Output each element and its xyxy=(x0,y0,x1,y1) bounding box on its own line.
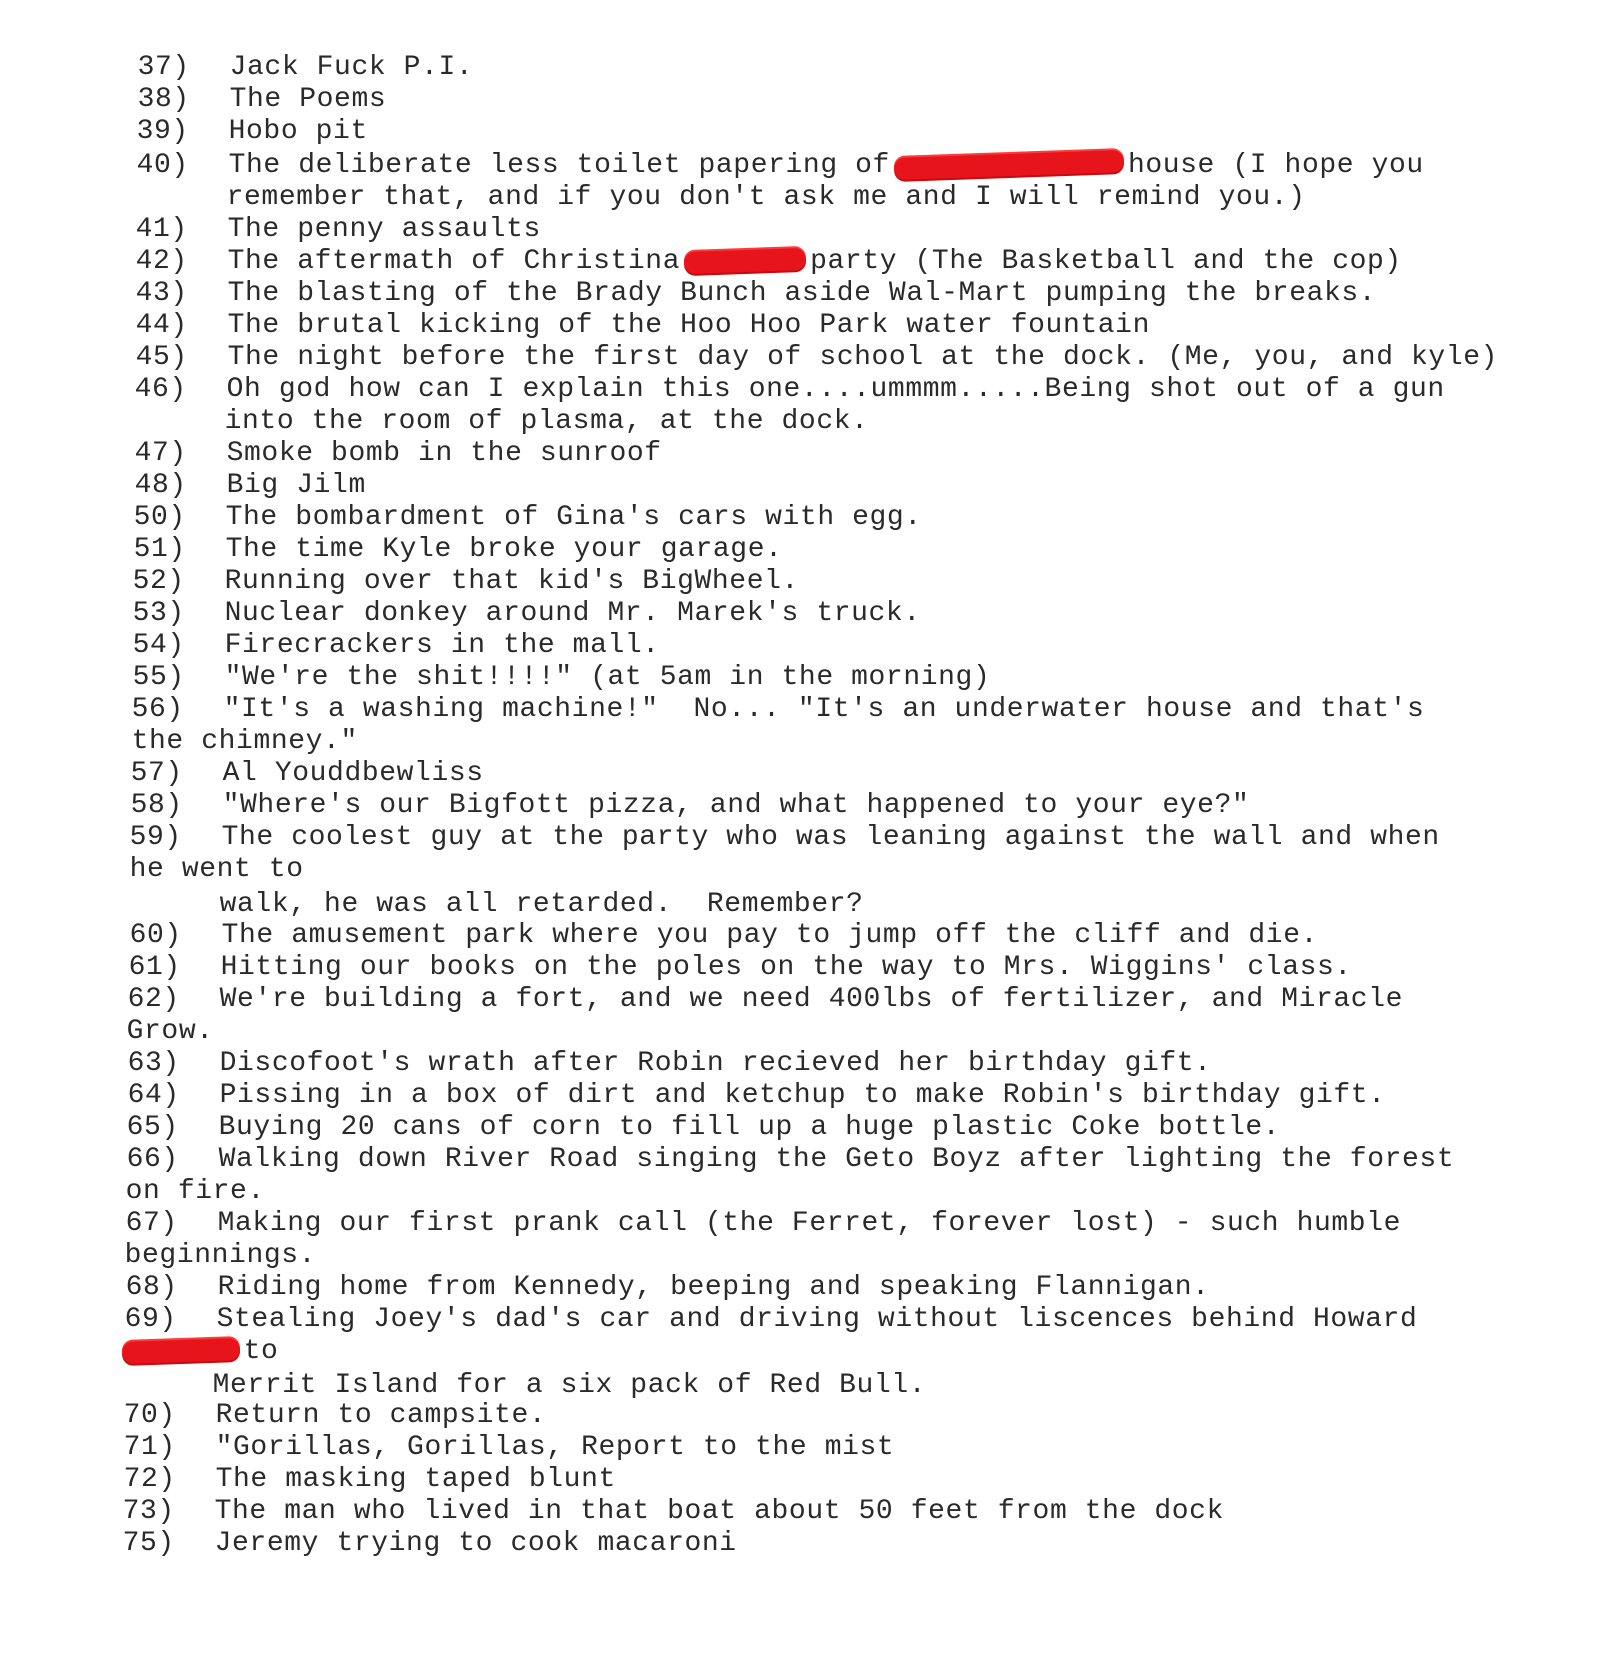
item-text: "Gorillas, Gorillas, Report to the mist xyxy=(215,1432,895,1463)
list-item xyxy=(53,1496,737,1592)
item-number: 41) xyxy=(135,214,188,245)
item-number: 53) xyxy=(132,598,185,629)
item-text: We're building a fort, and we need 400lbs of fertilizer, and Miracle xyxy=(219,984,1404,1015)
item-text: Running over that kid's BigWheel. xyxy=(224,566,799,597)
item-text: The penny assaults xyxy=(227,214,541,245)
item-text: The bombardment of Gina's cars with egg. xyxy=(225,502,922,533)
item-text: remember that, and if you don't ask me and I will remind you.) xyxy=(226,182,1306,213)
item-number: 67) xyxy=(125,1208,178,1239)
item-number: 71) xyxy=(123,1432,176,1463)
item-text: he went to xyxy=(129,854,304,885)
item-text: The Poems xyxy=(229,84,387,115)
item-number: 61) xyxy=(128,952,181,983)
item-text: Return to campsite. xyxy=(215,1400,547,1431)
item-text: Buying 20 cans of corn to fill up a huge plastic Coke bottle. xyxy=(218,1112,1281,1143)
item-number: 72) xyxy=(123,1464,176,1495)
item-number: 60) xyxy=(129,920,182,951)
item-text: The night before the first day of school at the dock. (Me, you, and kyle) xyxy=(227,342,1499,373)
item-number: 44) xyxy=(135,310,188,341)
item-number: 40) xyxy=(136,150,189,181)
item-text: The blasting of the Brady Bunch aside Wal-Mart pumping the breaks. xyxy=(227,278,1377,309)
item-text: Hitting our books on the poles on the way to Mrs. Wiggins' class. xyxy=(220,952,1352,983)
item-text: beginnings. xyxy=(124,1240,317,1271)
item-number: 43) xyxy=(135,278,188,309)
item-text: The coolest guy at the party who was leaning against the wall and when xyxy=(221,822,1440,853)
item-number: 39) xyxy=(136,116,189,147)
item-number: 48) xyxy=(134,470,187,501)
item-number: 62) xyxy=(127,984,180,1015)
item-number: 64) xyxy=(127,1080,180,1111)
item-text: The aftermath of Christina xyxy=(227,246,681,277)
item-text: Big Jilm xyxy=(226,470,366,501)
item-number: 47) xyxy=(134,438,187,469)
item-text: The time Kyle broke your garage. xyxy=(225,534,783,565)
item-text: The man who lived in that boat about 50 feet from the dock xyxy=(214,1496,1224,1527)
item-text: Nuclear donkey around Mr. Marek's truck. xyxy=(224,598,921,629)
item-number: 42) xyxy=(135,246,188,277)
item-text: Riding home from Kennedy, beeping and speaking Flannigan. xyxy=(217,1272,1210,1303)
item-text: The masking taped blunt xyxy=(215,1464,616,1495)
item-text: Making our first prank call (the Ferret, forever lost) - such humble xyxy=(217,1208,1402,1239)
item-text: Hobo pit xyxy=(228,116,368,147)
item-text: Walking down River Road singing the Geto Boyz after lighting the forest xyxy=(218,1144,1455,1175)
item-number: 37) xyxy=(137,52,190,83)
item-text: The amusement park where you pay to jump off the cliff and die. xyxy=(221,920,1318,951)
item-text: Jack Fuck P.I. xyxy=(229,52,474,83)
item-number: 38) xyxy=(137,84,190,115)
item-text: Smoke bomb in the sunroof xyxy=(226,438,662,469)
item-text: Discofoot's wrath after Robin recieved her birthday gift. xyxy=(219,1048,1212,1079)
item-number: 51) xyxy=(133,534,186,565)
item-number: 45) xyxy=(135,342,188,373)
item-text: walk, he was all retarded. Remember? xyxy=(219,889,864,920)
item-text: "Where's our Bigfott pizza, and what happened to your eye?" xyxy=(222,790,1250,821)
item-text: "We're the shit!!!!" (at 5am in the morning) xyxy=(224,662,991,693)
item-text-continued: house (I hope you xyxy=(1127,150,1424,181)
item-text: to xyxy=(243,1336,279,1367)
item-text: into the room of plasma, at the dock. xyxy=(224,406,869,437)
item-number: 52) xyxy=(132,566,185,597)
item-text: Merrit Island for a six pack of Red Bull. xyxy=(212,1370,927,1401)
item-text: Al Youddbewliss xyxy=(222,758,484,789)
item-number: 75) xyxy=(122,1528,175,1559)
item-text: The brutal kicking of the Hoo Hoo Park water fountain xyxy=(227,310,1150,341)
item-number: 65) xyxy=(126,1112,179,1143)
item-number: 73) xyxy=(122,1496,175,1527)
item-number: 54) xyxy=(132,630,185,661)
item-number: 46) xyxy=(134,374,187,405)
item-number: 66) xyxy=(126,1144,179,1175)
item-text: The deliberate less toilet papering of xyxy=(228,150,890,181)
item-text: Pissing in a box of dirt and ketchup to make Robin's birthday gift. xyxy=(219,1080,1386,1111)
item-text: the chimney." xyxy=(131,726,358,757)
item-text: Jeremy trying to cook macaroni xyxy=(214,1528,737,1559)
item-number: 69) xyxy=(124,1304,177,1335)
item-text: Oh god how can I explain this one....ummmm.....Being shot out of a gun xyxy=(226,374,1445,405)
item-text: on fire. xyxy=(125,1176,265,1207)
item-text: Firecrackers in the mall. xyxy=(224,630,660,661)
item-number: 50) xyxy=(133,502,186,533)
item-text: "It's a washing machine!" No... "It's an underwater house and that's xyxy=(223,694,1425,725)
item-number: 57) xyxy=(130,758,183,789)
item-number: 58) xyxy=(130,790,183,821)
item-text-continued: party (The Basketball and the cop) xyxy=(810,246,1402,277)
item-number: 56) xyxy=(131,694,184,725)
item-number: 70) xyxy=(123,1400,176,1431)
item-number: 68) xyxy=(125,1272,178,1303)
item-number: 59) xyxy=(129,822,182,853)
item-text: Grow. xyxy=(126,1016,214,1047)
item-number: 63) xyxy=(127,1048,180,1079)
item-number: 55) xyxy=(132,662,185,693)
item-text: Stealing Joey's dad's car and driving without liscences behind Howard xyxy=(216,1304,1418,1335)
